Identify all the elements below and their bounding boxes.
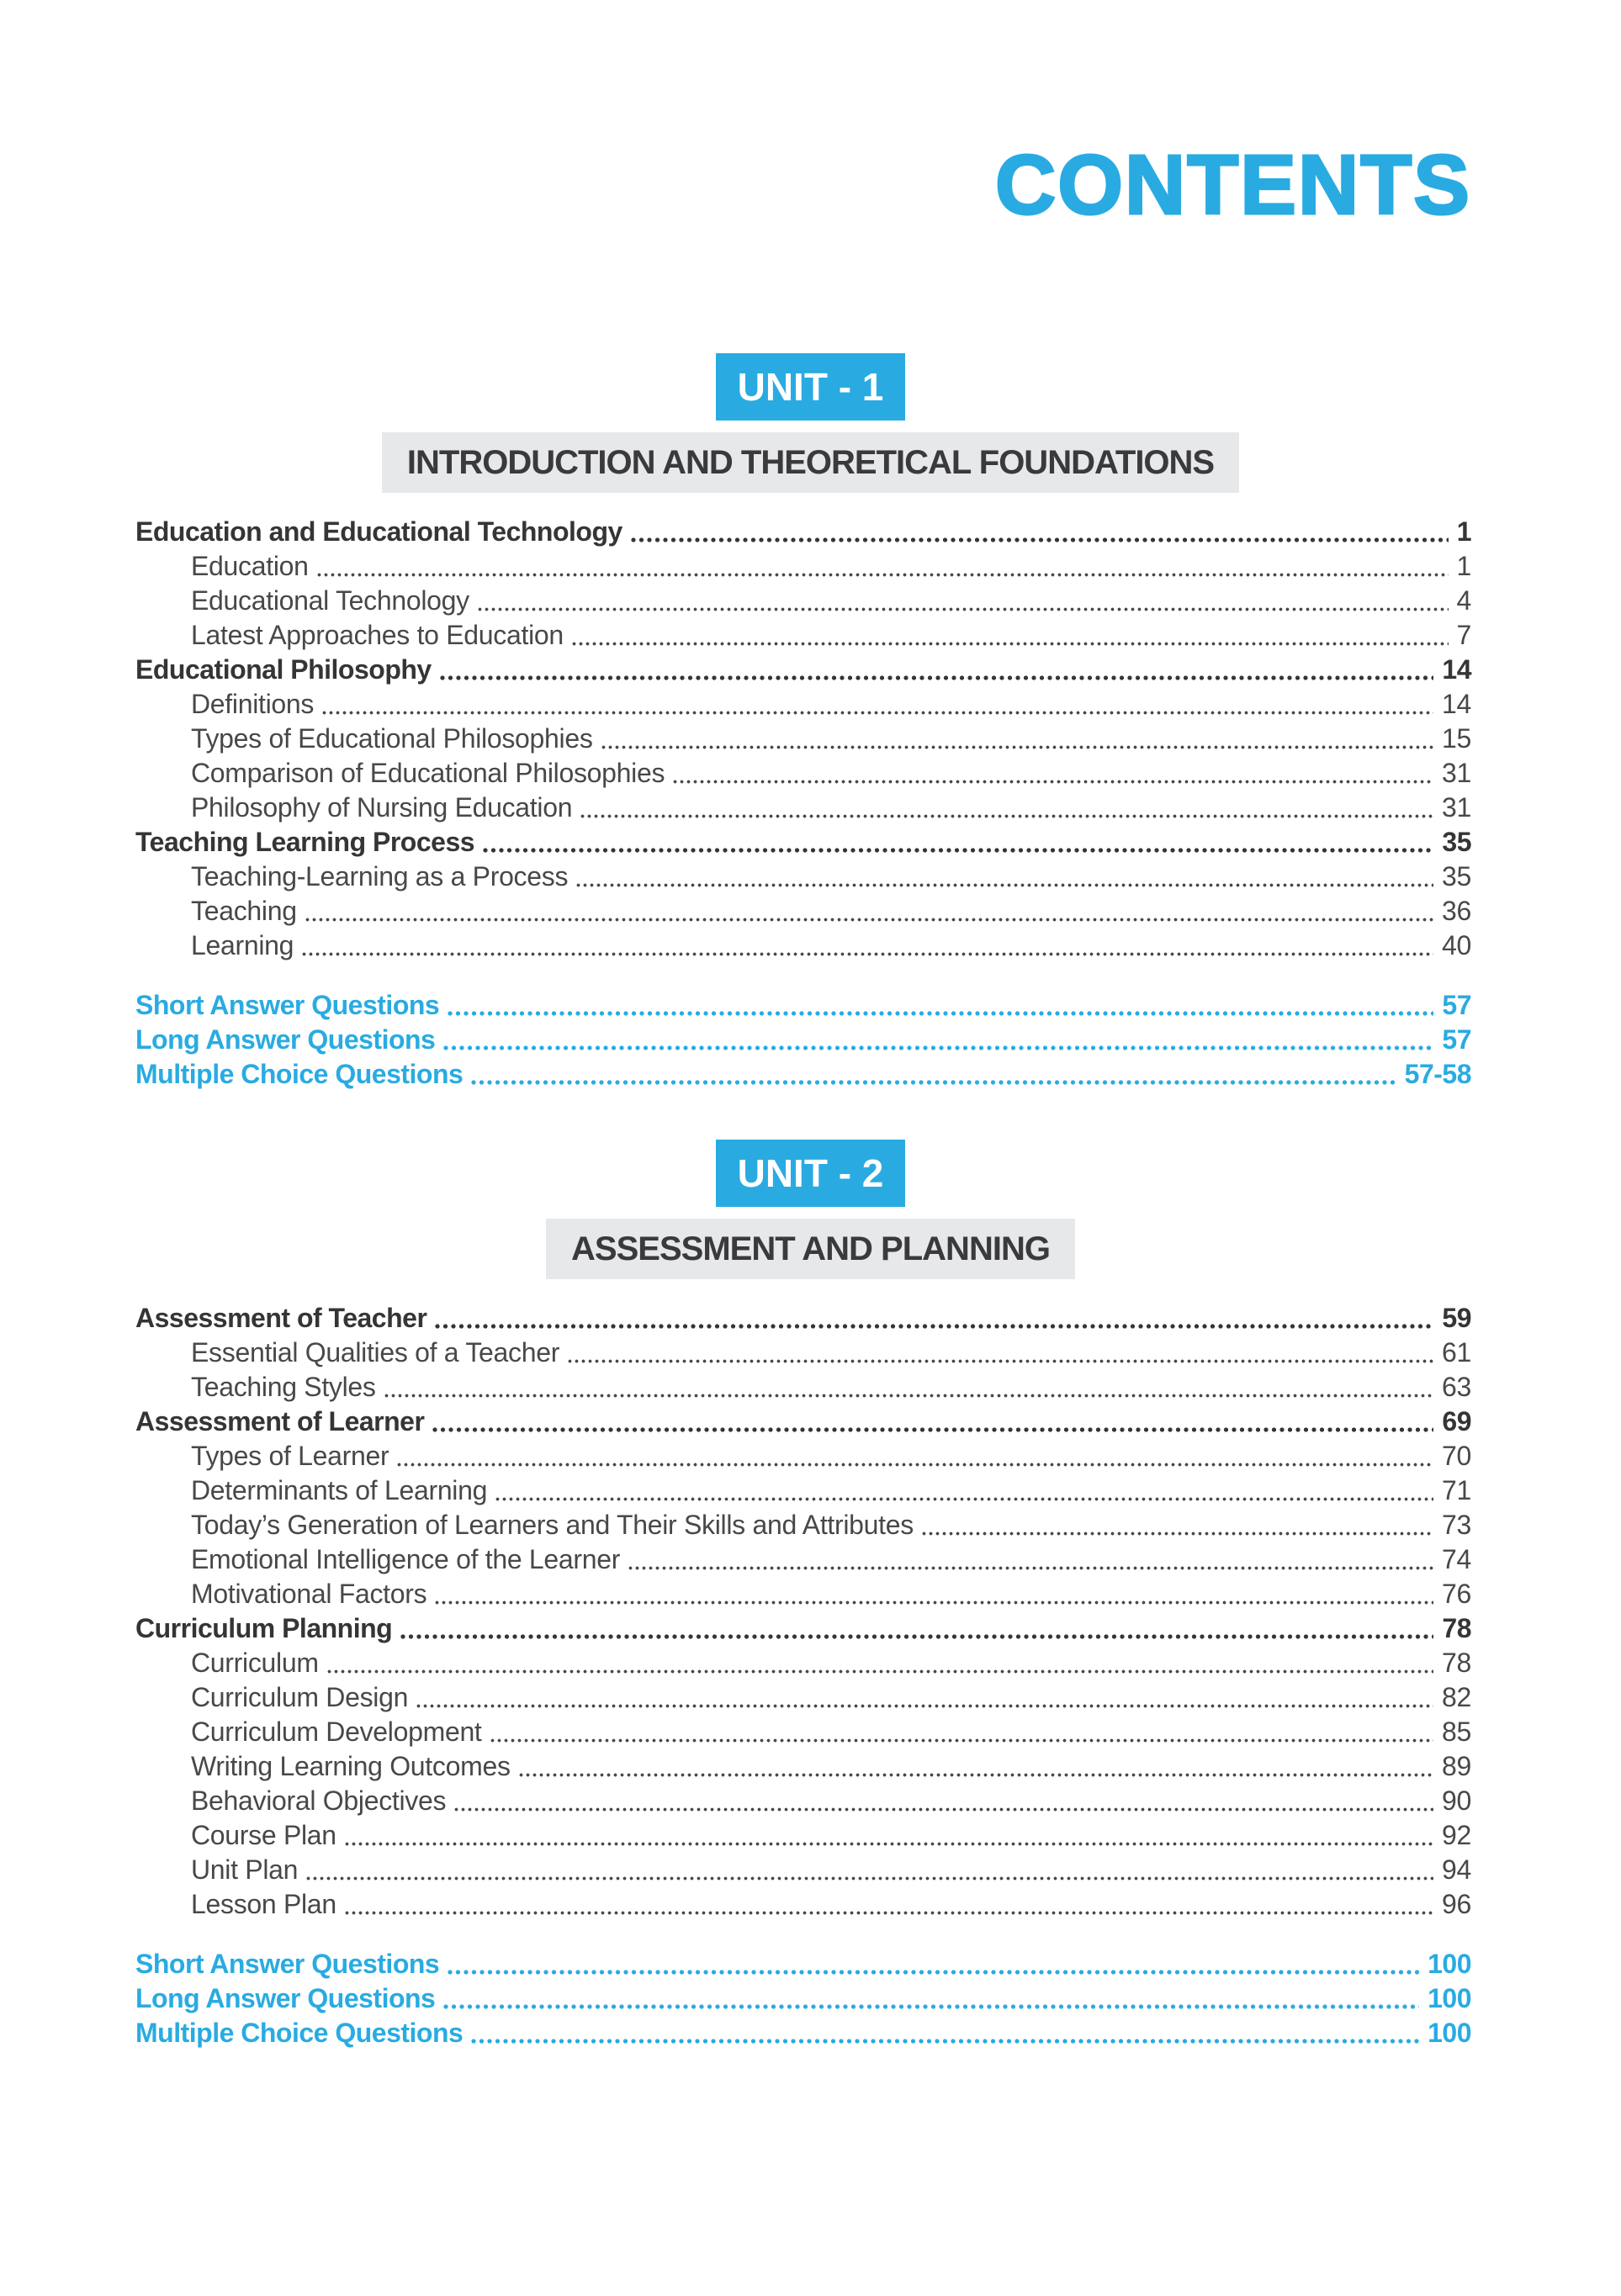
dotted-leader [483, 848, 1433, 853]
toc-entry [135, 758, 1471, 792]
unit-section [0, 1140, 1621, 2052]
toc-entry-page: 1 [1456, 516, 1471, 547]
toc-entry [135, 1372, 1471, 1406]
dotted-leader [416, 1704, 1433, 1708]
dotted-leader [400, 1634, 1433, 1639]
toc-entry-label: Multiple Choice Questions [135, 1059, 464, 1089]
toc-entry [135, 792, 1471, 827]
toc-entry-label: Types of Educational Philosophies [191, 723, 593, 754]
toc-entry [135, 654, 1471, 689]
unit-badge: UNIT - 1 [716, 353, 906, 421]
unit-entries [135, 1303, 1471, 1923]
toc-entry-label: Educational Technology [191, 585, 469, 616]
toc-entry-label: Teaching-Learning as a Process [191, 861, 569, 891]
toc-entry [135, 1751, 1471, 1785]
dotted-leader [345, 1911, 1433, 1915]
toc-entry-label: Long Answer Questions [135, 1983, 436, 2013]
toc-entry-page: 40 [1442, 930, 1471, 960]
toc-entry-page: 63 [1442, 1372, 1471, 1402]
toc-entry [135, 861, 1471, 896]
toc-entry [135, 1717, 1471, 1751]
dotted-leader [495, 1497, 1433, 1501]
dotted-leader [345, 1842, 1433, 1846]
toc-entry-page: 89 [1442, 1751, 1471, 1781]
toc-entry-label: Types of Learner [191, 1441, 389, 1471]
toc-entry [135, 1024, 1471, 1059]
toc-entry-page: 15 [1442, 723, 1471, 754]
dotted-leader [673, 780, 1433, 784]
page-title: CONTENTS [995, 138, 1471, 232]
dotted-leader [435, 1324, 1433, 1329]
toc-entry-label: Curriculum Design [191, 1682, 409, 1712]
dotted-leader [397, 1463, 1433, 1467]
toc-entry-page: 78 [1442, 1613, 1471, 1643]
dotted-leader [448, 1011, 1433, 1016]
toc-entry-page: 69 [1442, 1406, 1471, 1436]
toc-entry [135, 585, 1471, 620]
toc-units [0, 353, 1621, 2052]
toc-entry-label: Curriculum Planning [135, 1613, 393, 1643]
toc-entry [135, 1613, 1471, 1648]
toc-entry-page: 76 [1442, 1579, 1471, 1609]
toc-entry-label: Essential Qualities of a Teacher [191, 1337, 560, 1368]
dotted-leader [306, 1876, 1433, 1881]
toc-entry [135, 1682, 1471, 1717]
unit-section [0, 353, 1621, 1093]
toc-entry [135, 827, 1471, 861]
toc-entry [135, 1579, 1471, 1613]
toc-entry [135, 1949, 1471, 1983]
toc-entry-page: 57-58 [1404, 1059, 1471, 1089]
toc-entry [135, 1544, 1471, 1579]
toc-entry-label: Behavioral Objectives [191, 1785, 447, 1816]
unit-questions [135, 1949, 1471, 2052]
toc-entry-page: 59 [1442, 1303, 1471, 1333]
toc-entry-label: Multiple Choice Questions [135, 2018, 464, 2048]
toc-entry-label: Emotional Intelligence of the Learner [191, 1544, 621, 1574]
unit-questions [135, 990, 1471, 1093]
toc-entry [135, 930, 1471, 965]
unit-entries [135, 516, 1471, 965]
toc-entry [135, 1785, 1471, 1820]
toc-entry-label: Philosophy of Nursing Education [191, 792, 573, 823]
dotted-leader [576, 883, 1433, 887]
toc-entry-label: Long Answer Questions [135, 1024, 436, 1055]
toc-entry-page: 1 [1456, 551, 1471, 581]
toc-entry-page: 7 [1456, 620, 1471, 650]
toc-entry-page: 90 [1442, 1785, 1471, 1816]
toc-entry-label: Assessment of Teacher [135, 1303, 427, 1333]
dotted-leader [454, 1807, 1433, 1812]
dotted-leader [384, 1394, 1433, 1398]
dotted-leader [568, 1359, 1433, 1363]
toc-entry [135, 1854, 1471, 1889]
toc-entry [135, 896, 1471, 930]
toc-entry-page: 14 [1442, 654, 1471, 685]
toc-entry [135, 1337, 1471, 1372]
toc-entry-page: 78 [1442, 1648, 1471, 1678]
toc-entry-page: 70 [1442, 1441, 1471, 1471]
toc-entry-label: Today’s Generation of Learners and Their Skills and Attributes [191, 1510, 914, 1540]
toc-entry-label: Determinants of Learning [191, 1475, 488, 1505]
dotted-leader [440, 675, 1434, 680]
toc-entry [135, 620, 1471, 654]
toc-entry-page: 82 [1442, 1682, 1471, 1712]
toc-entry [135, 2018, 1471, 2052]
toc-entry [135, 689, 1471, 723]
contents-page [0, 138, 1621, 2052]
toc-entry-page: 71 [1442, 1475, 1471, 1505]
dotted-leader [322, 711, 1433, 715]
dotted-leader [448, 1970, 1419, 1975]
dotted-leader [327, 1669, 1433, 1674]
toc-entry [135, 1820, 1471, 1854]
toc-entry-page: 14 [1442, 689, 1471, 719]
toc-entry-label: Motivational Factors [191, 1579, 427, 1609]
toc-entry-page: 57 [1442, 990, 1471, 1020]
toc-entry-label: Lesson Plan [191, 1889, 336, 1919]
toc-entry [135, 1406, 1471, 1441]
toc-entry-label: Education [191, 551, 309, 581]
toc-entry [135, 1889, 1471, 1923]
toc-entry [135, 551, 1471, 585]
toc-entry-page: 35 [1442, 827, 1471, 857]
toc-entry-label: Curriculum Development [191, 1717, 482, 1747]
toc-entry-page: 31 [1442, 758, 1471, 788]
toc-entry-page: 85 [1442, 1717, 1471, 1747]
dotted-leader [628, 1566, 1433, 1570]
toc-entry-label: Teaching Learning Process [135, 827, 475, 857]
toc-entry [135, 1441, 1471, 1475]
toc-entry-label: Learning [191, 930, 294, 960]
dotted-leader [519, 1773, 1433, 1777]
dotted-leader [443, 2004, 1419, 2009]
dotted-leader [478, 607, 1449, 611]
dotted-leader [631, 537, 1449, 542]
toc-entry [135, 516, 1471, 551]
toc-entry-page: 4 [1456, 585, 1471, 616]
toc-entry-label: Definitions [191, 689, 315, 719]
toc-entry [135, 1648, 1471, 1682]
toc-entry-label: Writing Learning Outcomes [191, 1751, 511, 1781]
toc-entry-label: Course Plan [191, 1820, 336, 1850]
dotted-leader [432, 1427, 1433, 1432]
toc-entry-label: Education and Educational Technology [135, 516, 622, 547]
toc-entry-page: 94 [1442, 1854, 1471, 1885]
toc-entry [135, 1983, 1471, 2018]
toc-entry [135, 1510, 1471, 1544]
toc-entry [135, 1059, 1471, 1093]
toc-entry-label: Unit Plan [191, 1854, 299, 1885]
toc-entry-page: 100 [1428, 1983, 1471, 2013]
toc-entry-page: 36 [1442, 896, 1471, 926]
toc-entry [135, 723, 1471, 758]
toc-entry-page: 100 [1428, 1949, 1471, 1979]
toc-entry-page: 96 [1442, 1889, 1471, 1919]
unit-badge: UNIT - 2 [716, 1140, 906, 1207]
toc-entry [135, 1475, 1471, 1510]
toc-entry-page: 61 [1442, 1337, 1471, 1368]
toc-entry-page: 73 [1442, 1510, 1471, 1540]
toc-entry-label: Comparison of Educational Philosophies [191, 758, 665, 788]
toc-entry-label: Short Answer Questions [135, 1949, 440, 1979]
toc-entry-label: Latest Approaches to Education [191, 620, 564, 650]
dotted-leader [471, 2039, 1419, 2044]
toc-entry-label: Educational Philosophy [135, 654, 432, 685]
toc-entry-page: 100 [1428, 2018, 1471, 2048]
toc-entry-label: Teaching [191, 896, 297, 926]
dotted-leader [922, 1532, 1433, 1536]
toc-entry-page: 57 [1442, 1024, 1471, 1055]
unit-subtitle: INTRODUCTION AND THEORETICAL FOUNDATIONS [382, 432, 1239, 493]
dotted-leader [580, 814, 1433, 818]
toc-entry-label: Short Answer Questions [135, 990, 440, 1020]
toc-entry-label: Curriculum [191, 1648, 319, 1678]
toc-entry-page: 92 [1442, 1820, 1471, 1850]
dotted-leader [471, 1080, 1396, 1085]
unit-subtitle: ASSESSMENT AND PLANNING [546, 1219, 1075, 1279]
toc-entry [135, 1303, 1471, 1337]
toc-entry-page: 74 [1442, 1544, 1471, 1574]
dotted-leader [302, 952, 1433, 956]
dotted-leader [601, 745, 1433, 749]
dotted-leader [490, 1738, 1433, 1743]
dotted-leader [443, 1045, 1433, 1050]
toc-entry-label: Teaching Styles [191, 1372, 376, 1402]
dotted-leader [317, 573, 1449, 577]
dotted-leader [305, 918, 1433, 922]
toc-entry-page: 35 [1442, 861, 1471, 891]
toc-entry-label: Assessment of Learner [135, 1406, 425, 1436]
dotted-leader [435, 1600, 1433, 1605]
toc-entry-page: 31 [1442, 792, 1471, 823]
toc-entry [135, 990, 1471, 1024]
dotted-leader [572, 642, 1449, 646]
